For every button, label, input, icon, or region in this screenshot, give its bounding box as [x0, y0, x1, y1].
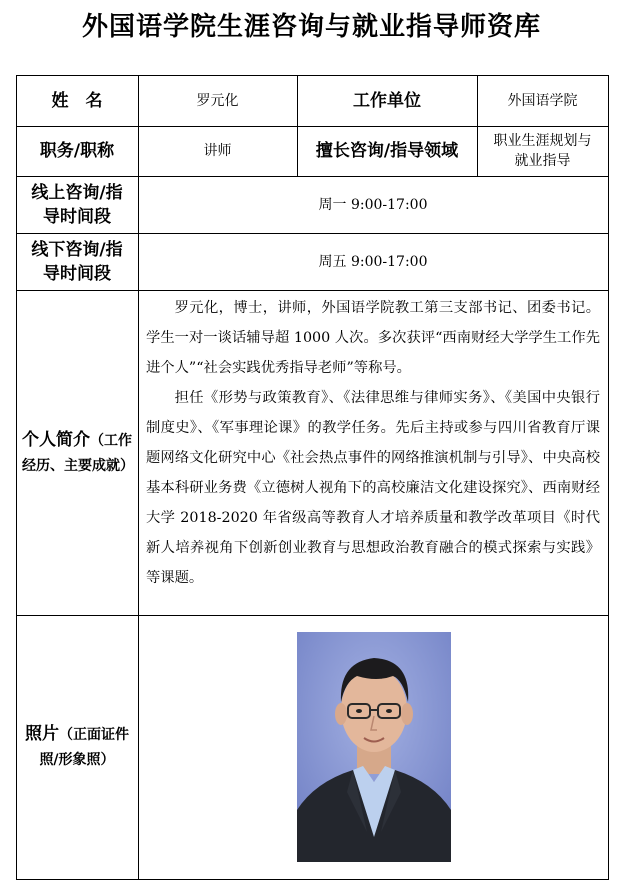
photo-label-main: 照片	[25, 724, 59, 744]
expertise-label: 擅长咨询/指导领域	[315, 141, 459, 161]
bio-label-main: 个人简介	[22, 429, 90, 450]
position-title-value: 讲师	[203, 143, 232, 159]
bio-text	[138, 290, 608, 615]
name-label: 姓 名	[51, 90, 103, 111]
name-value: 罗元化	[196, 92, 239, 109]
bio-label	[16, 290, 138, 615]
offline-time-value: 周五 9:00-17:00	[318, 253, 428, 270]
expertise-value: 职业生涯规划与就业指导	[493, 133, 592, 169]
bio-label-sub: （工作经历、主要成就）	[22, 432, 134, 474]
bio-paragraph-2: 担任《形势与政策教育》、《法律思维与律师实务》、《美国中央银行制度史》、《军事理论课》的教学任务。先后主持或参与四川省教育厅课题网络文化研究中心《社会热点事件的网络推演机制与引导》、中央高校基本科研业务费《立德树人视角下的高校廉洁文化建设探究》、西南财经大学 2018-2020 年省级高等教育人才培养质量和教学改革项目《时代新人培养视角下创新创业教育与思想政治教育融合的模式探索与实践》等课题。	[146, 390, 600, 586]
online-time-label: 线上咨询/指导时间段	[31, 182, 123, 227]
page-title: 外国语学院生涯咨询与就业指导师资库	[81, 12, 541, 42]
unit-value: 外国语学院	[507, 92, 578, 109]
bio-paragraph-1: 罗元化，博士，讲师，外国语学院教工第三支部书记、团委书记。学生一对一谈话辅导超 1000 人次。多次获评“西南财经大学学生工作先进个人”“社会实践优秀指导老师”等称号。	[146, 300, 600, 376]
photo-label-sub: （正面证件照/形象照）	[39, 727, 129, 768]
position-title-label: 职务/职称	[39, 141, 115, 161]
photo-label	[16, 615, 138, 879]
offline-time-label: 线下咨询/指导时间段	[31, 239, 123, 284]
unit-label: 工作单位	[353, 90, 421, 111]
online-time-value: 周一 9:00-17:00	[318, 196, 428, 213]
portrait-photo	[297, 632, 451, 862]
